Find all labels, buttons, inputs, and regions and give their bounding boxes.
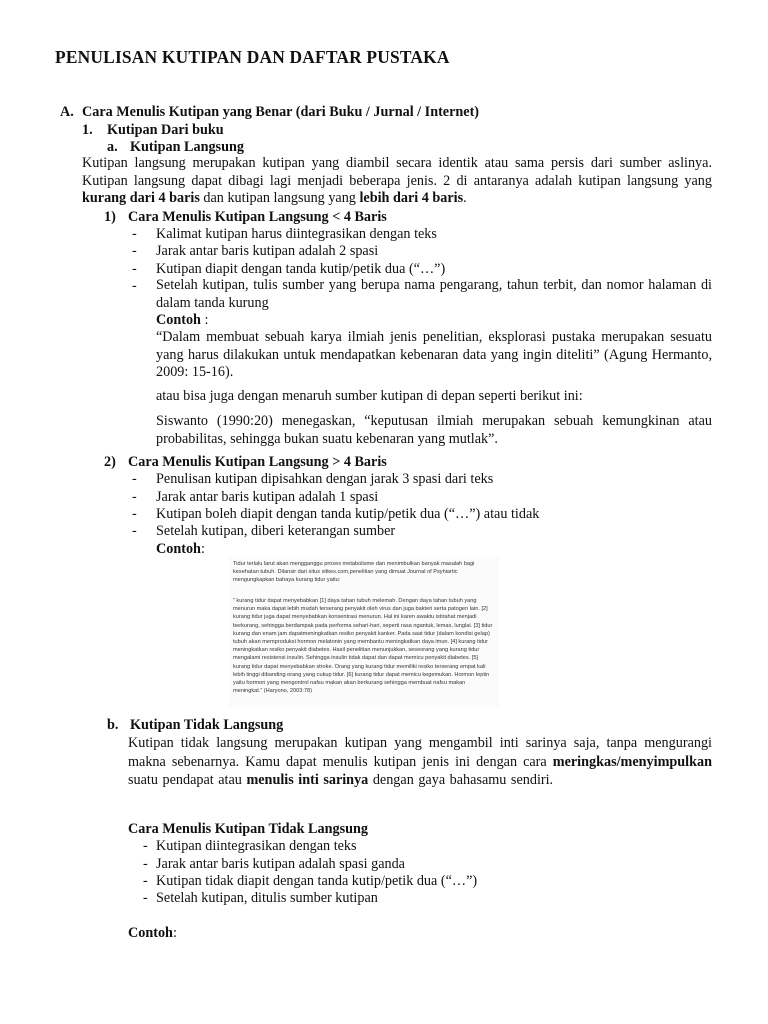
item-1-heading: Kutipan Dari buku (107, 122, 224, 138)
under4-marker: 1) (104, 209, 116, 225)
section-a-marker: A. (60, 104, 74, 120)
under4-bullet: Setelah kutipan, tulis sumber yang berupa nama pengarang, tahun terbit, dan nomor halaman di dalam tanda kurung (156, 277, 712, 311)
over4-bullet: Setelah kutipan, diberi keterangan sumber (156, 523, 396, 539)
bullet-dash: - (132, 506, 137, 522)
sub-a-marker: a. (107, 139, 118, 155)
page-title: PENULISAN KUTIPAN DAN DAFTAR PUSTAKA (55, 47, 450, 67)
bullet-dash: - (132, 226, 137, 242)
over4-bullet: Kutipan boleh diapit dengan tanda kutip/petik dua (“…”) atau tidak (156, 506, 540, 522)
bullet-dash: - (132, 243, 137, 259)
example-quote-2: Siswanto (1990:20) menegaskan, “keputusan ilmiah merupakan sebuah kemungkinan atau probabilitas, sehingga bukan suatu kebenaran yang mutlak”. (156, 413, 712, 447)
example-quote-1: “Dalam membuat sebuah karya ilmiah jenis penelitian, eksplorasi pustaka merupakan sesuatu yang harus dilakukan untuk mendapatkan kebenaran data yang ingin diteliti” (Agung Hermanto, 2009: 15-16). (156, 329, 712, 381)
indirect-cara-heading: Cara Menulis Kutipan Tidak Langsung (128, 821, 368, 837)
over4-marker: 2) (104, 454, 116, 470)
bullet-dash: - (143, 873, 148, 889)
under4-bullet: Jarak antar baris kutipan adalah 2 spasi (156, 243, 379, 259)
bullet-dash: - (132, 489, 137, 505)
indirect-quote-paragraph: Kutipan tidak langsung merupakan kutipan yang mengambil inti sarinya saja, tanpa mengurangi makna sebenarnya. Kamu dapat menulis kutipan jenis ini dengan cara meringkas/menyimpulkan suatu pendapat atau menulis inti sarinya dengan gaya bahasamu sendiri. (128, 735, 712, 788)
over4-bullet: Penulisan kutipan dipisahkan dengan jarak 3 spasi dari teks (156, 471, 494, 487)
under4-contoh: Contoh : (156, 312, 209, 328)
over4-contoh: Contoh: (156, 541, 205, 557)
bullet-dash: - (132, 261, 137, 277)
indirect-contoh: Contoh: (128, 925, 177, 941)
under4-bullet: Kutipan diapit dengan tanda kutip/petik dua (“…”) (156, 261, 446, 277)
indirect-bullet: Setelah kutipan, ditulis sumber kutipan (156, 890, 378, 906)
bullet-dash: - (132, 471, 137, 487)
under4-bullet: Kalimat kutipan harus diintegrasikan dengan teks (156, 226, 437, 242)
bullet-dash: - (143, 838, 148, 854)
indirect-bullet: Kutipan tidak diapit dengan tanda kutip/petik dua (“…”) (156, 873, 478, 889)
bullet-dash: - (132, 523, 137, 539)
section-a-heading: Cara Menulis Kutipan yang Benar (dari Buku / Jurnal / Internet) (82, 104, 480, 120)
direct-quote-intro: Kutipan langsung merupakan kutipan yang diambil secara identik atau sama persis dari sumber aslinya. Kutipan langsung dapat dibagi lagi menjadi beberapa jenis. 2 di antaranya adalah kutipan langsung yang kurang dari 4 baris dan kutipan langsung yang lebih dari 4 baris. (82, 155, 712, 207)
sub-a-heading: Kutipan Langsung (130, 139, 244, 155)
sub-b-marker: b. (107, 717, 119, 733)
bullet-dash: - (143, 890, 148, 906)
indirect-bullet: Kutipan diintegrasikan dengan teks (156, 838, 357, 854)
example-block-quote-image (229, 557, 499, 707)
sub-b-heading: Kutipan Tidak Langsung (130, 717, 284, 733)
item-1-marker: 1. (82, 122, 93, 138)
over4-heading: Cara Menulis Kutipan Langsung > 4 Baris (128, 454, 387, 470)
under4-heading: Cara Menulis Kutipan Langsung < 4 Baris (128, 209, 387, 225)
indirect-bullet: Jarak antar baris kutipan adalah spasi ganda (156, 856, 405, 872)
snippet-intro-text: Tidur terlalu larut akan mengganggu proses metabolisme dan menimbulkan banyak masalah bagi kesehatan tubuh. Dilansir dari situs sitkes.com,penelitian yang dimuat Journal of Psyhiartic mengungkapkan bahaya kurang tidur yaitu: (233, 561, 475, 584)
snippet-quote-text: “ kurang tidur dapat menyebabkan [1] daya tahan tubuh melemah. Dengan daya tahan tubuh yang menurun maka dapat lebih mudah terserang penyakit oleh virus dan juga bakteri serta patogen lain. [2] kurang tidur juga dapat menyebabkan konsentrasi menurun. Hal ini karen awaktu istirahat menjadi berkurang, sehingga berdampak pada performa sehari-hari, seperti rasa ngantuk, lemas, lunglai. [3] tidur kurang dan enam jam dapatmeningkatkan resiko penyakit kanker. Pada saat tidur (dalam kondisi gelap) tubuh akan memproduksi hormon melatonin yang membantu meningkatkan daya imun. [4] kurang tidur meningkatkan resiko penyakit diabetes. Hasil penelitian menunjukkan, seseorang yang kurang tidur mengalami resistensi insulin. Sehingga insulin tidak dapat dan dapat memicu penyakit diabetes. [5] kurang tidur dapat menyebabkan stroke. Orang yang kurang tidur memiliki resiko terserang empat kali lebih tinggi dibanding orang yang cukup tidur. [6] kurang tidur dapat memicu kegemukan. Hormon leptin yaitu hormon yang mengontrol nafsu makan akan berkurang sehingga membuat nafsu makan meningkat.” (Haryono, 2003:78) (233, 598, 493, 695)
bullet-dash: - (143, 856, 148, 872)
bullet-dash: - (132, 278, 137, 294)
alt-intro: atau bisa juga dengan menaruh sumber kutipan di depan seperti berikut ini: (156, 388, 583, 404)
over4-bullet: Jarak antar baris kutipan adalah 1 spasi (156, 489, 379, 505)
